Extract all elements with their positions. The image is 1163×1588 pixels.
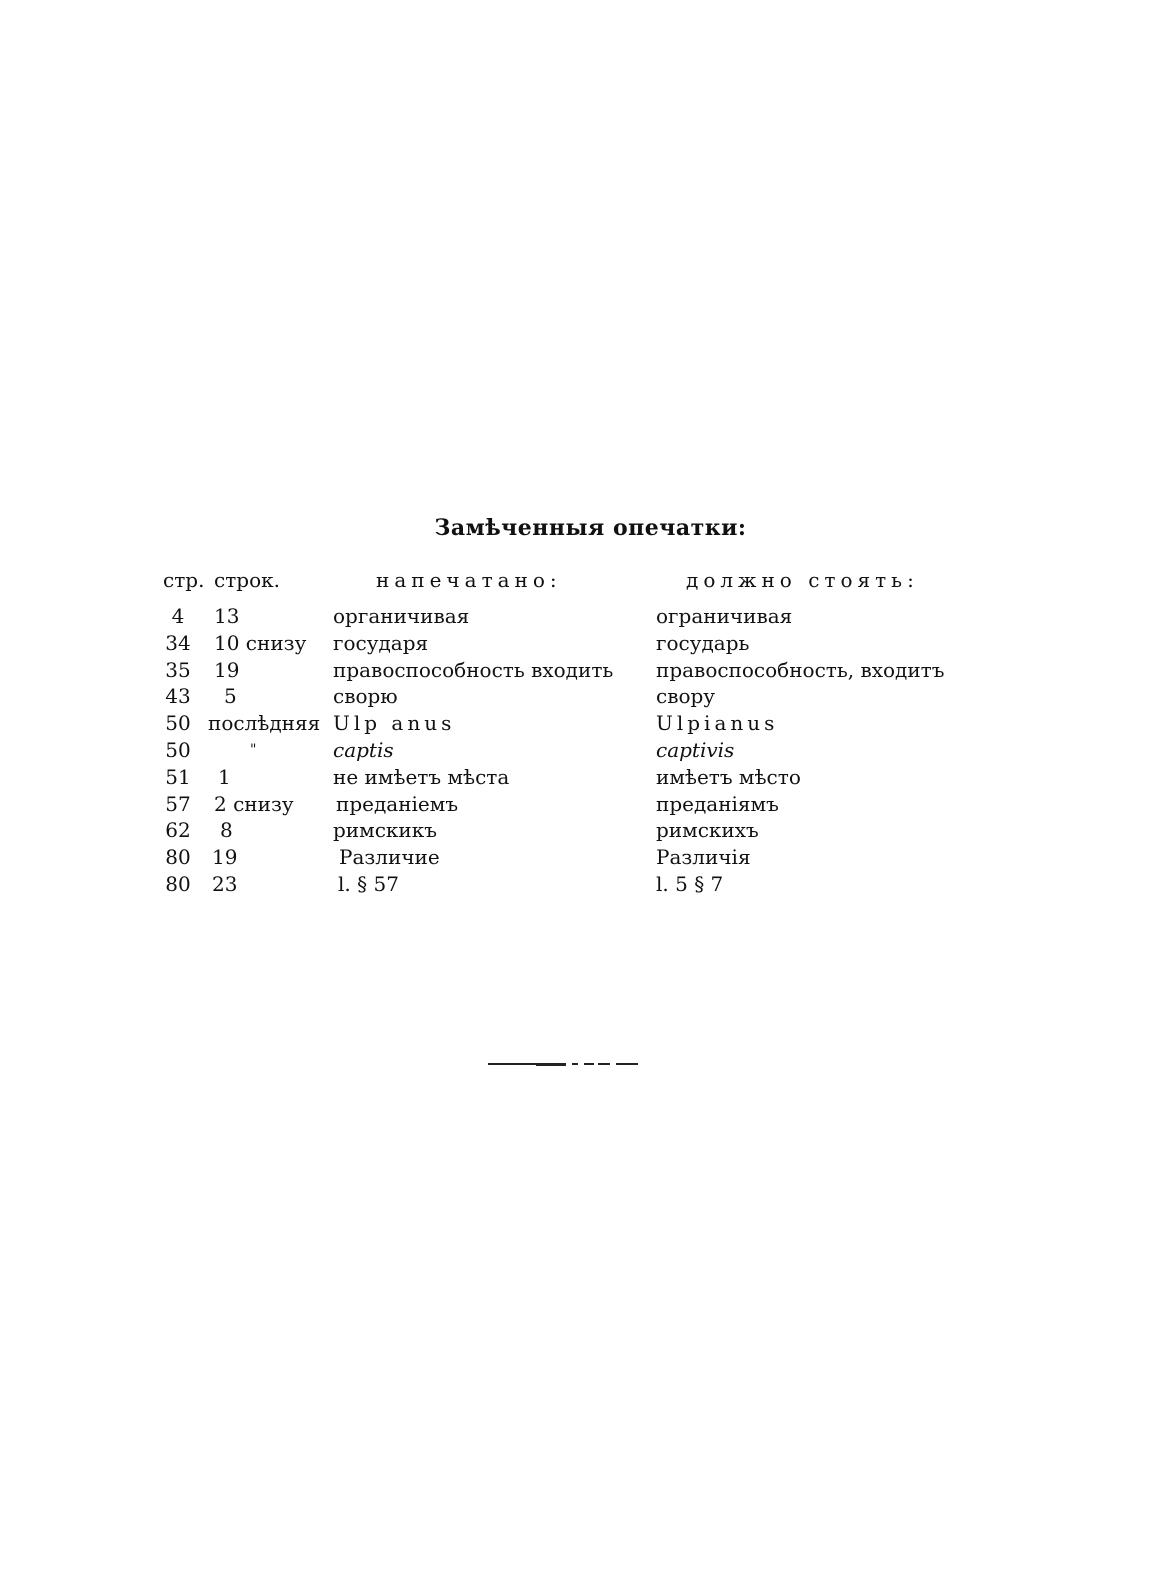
errata-row: [0, 764, 1163, 791]
line-number: 10 снизу: [214, 630, 307, 655]
ditto-mark: ": [250, 741, 257, 758]
printed-text: Различие: [339, 845, 440, 870]
correct-text: государь: [656, 630, 750, 655]
printed-text: captis: [333, 737, 394, 762]
page-number: 4: [171, 604, 185, 628]
header-page: стр.: [163, 568, 205, 592]
page-number: 34: [165, 630, 191, 655]
errata-row: [0, 630, 1163, 657]
page-number: 50: [165, 737, 191, 762]
correct-text: Различія: [656, 845, 751, 870]
printed-text: Ulp anus: [333, 711, 456, 736]
correct-text: свору: [656, 684, 716, 709]
errata-row: [0, 817, 1163, 844]
printed-text: l. § 57: [338, 871, 399, 896]
header-correct: должно стоять:: [686, 568, 919, 592]
header-line: строк.: [214, 568, 280, 592]
header-printed: напечатано:: [376, 568, 562, 592]
line-number: 19: [214, 657, 240, 682]
errata-row: [0, 603, 1163, 630]
line-number: 1: [218, 764, 231, 789]
errata-row: [0, 791, 1163, 818]
correct-text: captivis: [656, 737, 735, 762]
printed-text: не имѣетъ мѣста: [333, 764, 510, 789]
errata-row: [0, 737, 1163, 764]
page-number: 35: [165, 657, 191, 682]
printed-text: римскикъ: [333, 818, 437, 843]
page-number: 43: [165, 684, 191, 709]
page-number: 80: [165, 871, 191, 896]
line-number: 5: [224, 684, 237, 709]
correct-text: преданіямъ: [656, 791, 779, 816]
printed-text: преданіемъ: [336, 791, 459, 816]
errata-row: [0, 844, 1163, 871]
printed-text: государя: [333, 630, 429, 655]
page-number: 57: [165, 791, 191, 816]
correct-text: имѣетъ мѣсто: [656, 764, 801, 789]
page-number: 50: [165, 711, 191, 736]
page-number: 80: [165, 845, 191, 870]
printed-text: правоспособность входить: [333, 657, 614, 682]
errata-row: [0, 683, 1163, 710]
printed-text: органичивая: [333, 604, 470, 628]
line-number: 19: [212, 845, 238, 870]
page-number: 51: [165, 764, 191, 789]
page-number: 62: [165, 818, 191, 843]
errata-row: [0, 871, 1163, 898]
line-number: 2 снизу: [214, 791, 294, 816]
correct-text: римскихъ: [656, 818, 759, 843]
errata-table: [0, 603, 1163, 898]
errata-row: [0, 657, 1163, 684]
correct-text: l. 5 § 7: [656, 871, 724, 896]
correct-text: правоспособность, входитъ: [656, 657, 945, 682]
line-number: 23: [212, 871, 238, 896]
page-title: Замѣченныя опечатки:: [434, 515, 747, 541]
correct-text: Ulpianus: [656, 711, 779, 736]
line-number: 13: [214, 604, 240, 628]
correct-text: ограничивая: [656, 604, 793, 628]
printed-text: сворю: [333, 684, 398, 709]
line-number: послѣдняя: [208, 711, 321, 736]
errata-row: [0, 710, 1163, 737]
end-rule: [488, 1063, 648, 1065]
line-number: 8: [220, 818, 233, 843]
